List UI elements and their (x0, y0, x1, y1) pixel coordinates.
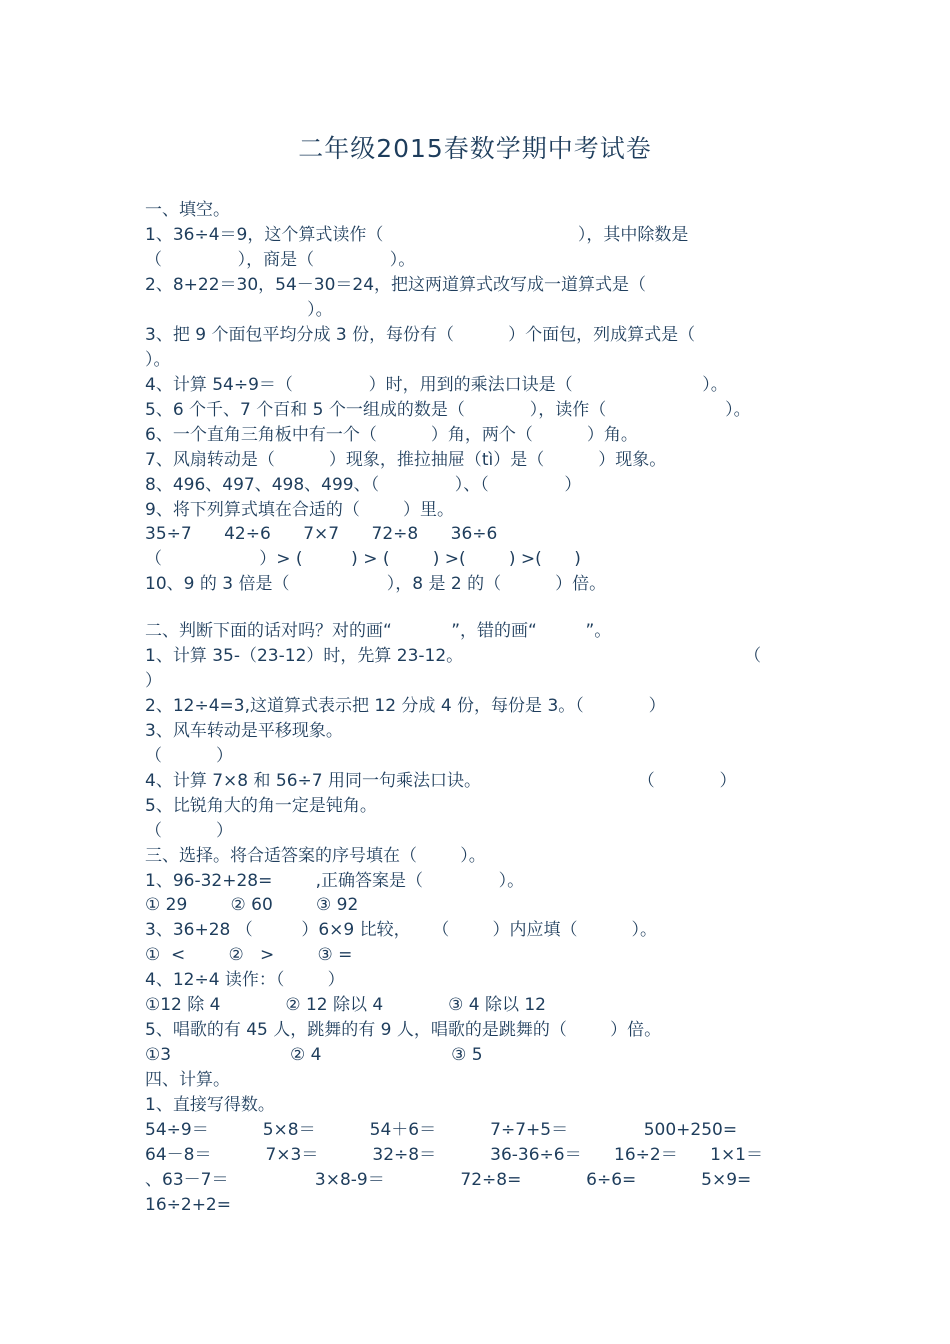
text-line: ①12 除 4 ② 12 除以 4 ③ 4 除以 12 (145, 995, 546, 1015)
text-line: （ ） (145, 821, 234, 841)
text-line: 35÷7 42÷6 7×7 72÷8 36÷6 (145, 524, 498, 544)
text-line: ① < ② > ③ = (145, 945, 353, 965)
text-line: 5、6 个千、7 个百和 5 个一组成的数是（ ），读作（ ）。 (145, 400, 751, 420)
text-line: 10、9 的 3 倍是（ ），8 是 2 的（ ）倍。 (145, 574, 607, 594)
page-title: 二年级2015春数学期中考试卷 (298, 134, 652, 163)
text-line: 4、计算 54÷9＝（ ）时，用到的乘法口诀是（ ）。 (145, 375, 728, 395)
text-line: （ ）> ( ) > ( ) >( ) >( ) (145, 549, 581, 569)
text-line: （ ），商是（ ）。 (145, 250, 416, 270)
text-line: 9、将下列算式填在合适的（ ）里。 (145, 500, 455, 520)
text-line: 6、一个直角三角板中有一个（ ）角，两个（ ）角。 (145, 425, 638, 445)
text-line: 3、把 9 个面包平均分成 3 份，每份有（ ）个面包，列成算式是（ (145, 325, 696, 345)
text-line: 64－8＝ 7×3＝ 32÷8＝ 36-36÷6＝ 16÷2＝ 1×1＝ (145, 1145, 764, 1165)
text-line: 4、计算 7×8 和 56÷7 用同一句乘法口诀。 （ ） (145, 771, 737, 791)
text-line: 54÷9＝ 5×8＝ 54＋6＝ 7÷7+5＝ 500+250= (145, 1120, 738, 1140)
text-line: 8、496、497、498、499、（ ）、（ ） (145, 475, 582, 495)
text-line: 3、36+28 （ ）6×9 比较， （ ）内应填（ ）。 (145, 920, 658, 940)
text-line: 1、96-32+28= ,正确答案是（ ）。 (145, 871, 525, 891)
text-line: 5、比锐角大的角一定是钝角。 (145, 796, 377, 816)
text-line: ）。 (145, 300, 333, 320)
text-line: 2、12÷4=3,这道算式表示把 12 分成 4 份，每份是 3。（ ） (145, 696, 666, 716)
text-line: ） (145, 671, 162, 691)
text-line: 3、风车转动是平移现象。 (145, 721, 343, 741)
text-line: 1、计算 35-（23-12）时，先算 23-12。 （ (145, 646, 762, 666)
text-line: 一、填空。 (145, 200, 230, 220)
text-line: 二、判断下面的话对吗？对的画“ ”，错的画“ ”。 (145, 621, 612, 641)
text-line: ① 29 ② 60 ③ 92 (145, 895, 359, 915)
text-line: 7、风扇转动是（ ）现象，推拉抽屉（tì）是（ ）现象。 (145, 450, 667, 470)
text-line: ①3 ② 4 ③ 5 (145, 1045, 483, 1065)
text-line: 、63－7＝ 3×8-9＝ 72÷8= 6÷6= 5×9= (145, 1170, 752, 1190)
text-line: 4、12÷4 读作：（ ） (145, 970, 345, 990)
text-line: 2、8+22＝30，54－30＝24，把这两道算式改写成一道算式是（ (145, 275, 647, 295)
text-line: （ ） (145, 746, 234, 766)
text-line: 1、36÷4＝9，这个算式读作（ ），其中除数是 (145, 225, 689, 245)
text-line: 三、选择。将合适答案的序号填在（ ）。 (145, 846, 486, 866)
text-line: ）。 (145, 350, 171, 370)
text-line: 四、计算。 (145, 1070, 230, 1090)
text-line: 5、唱歌的有 45 人，跳舞的有 9 人，唱歌的是跳舞的（ ）倍。 (145, 1020, 662, 1040)
text-line: 16÷2+2= (145, 1195, 231, 1215)
text-line: 1、直接写得数。 (145, 1095, 275, 1115)
